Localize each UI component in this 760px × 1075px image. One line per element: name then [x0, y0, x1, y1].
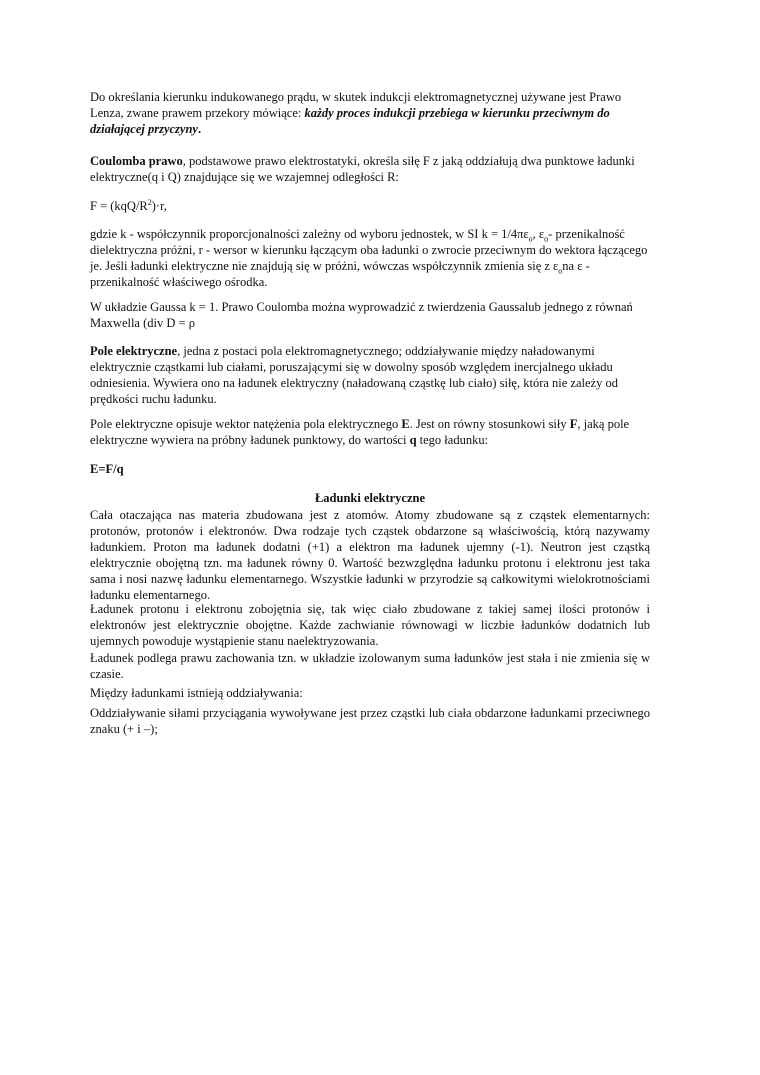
paragraph-conservation: Ładunek podlega prawu zachowania tzn. w układzie izolowanym suma ładunków jest stała i nie zmienia się w czasie. — [90, 651, 650, 681]
field-equation: E=F/q — [90, 462, 124, 476]
paragraph-interactions: Między ładunkami istnieją oddziaływania: — [90, 686, 303, 700]
formula-part: )·r, — [151, 199, 167, 213]
coefficient-text: , ε — [532, 227, 545, 241]
intensity-text: . Jest on równy stosunkowi siły — [409, 417, 570, 431]
subscript: o — [544, 234, 549, 244]
electric-field-text: , jedna z postaci pola elektromagnetycznego; oddziaływanie między naładowanymi elektrycznie cząstkami lub ciałami, poruszającymi się w dowolny sposób względem inercjalnego układu odniesienia. Wywiera ono na ładunek elektryczny (naładowaną cząstkę lub ciało) siłę, która nie zależy od prędkości ruchu ładunku. — [90, 344, 618, 406]
paragraph-coefficient — [90, 226, 650, 290]
electric-field-term: Pole elektryczne — [90, 344, 178, 358]
paragraph-matter: Cała otaczająca nas materia zbudowana jest z atomów. Atomy zbudowane są z cząstek elementarnych: protonów, protonów i elektronów. Dwa rodzaje tych cząstek obdarzone są właściwością, którą nazywamy ładunkiem. Proton ma ładunek dodatni (+1) a elektron ma ładunek ujemny (-1). Neutron jest cząstką elektrycznie obojętną tzn. ma ładunek równy 0. Wartość bezwzględna ładunku protonu i elektronu jest taka sama i nosi nazwę ładunku elementarnego. Wszystkie ładunki w przyrodzie są całkowitymi wielokrotnościami ładunku elementarnego. — [90, 508, 650, 602]
intensity-text: tego ładunku: — [416, 433, 489, 447]
vector-e: E — [401, 417, 410, 431]
coulomb-term: Coulomba prawo — [90, 154, 183, 168]
charge-q: q — [409, 433, 417, 447]
lenz-law-emphasis: każdy proces indukcji przebiega w kierunku przeciwnym do działającej przyczyny — [90, 106, 610, 136]
coefficient-text: na ε - przenikalność właściwego ośrodka. — [90, 259, 590, 289]
section-heading: Ładunki elektryczne — [314, 491, 426, 505]
formula-part: F = (kqQ/R — [90, 199, 148, 213]
paragraph-gauss: W układzie Gaussa k = 1. Prawo Coulomba można wyprowadzić z twierdzenia Gaussalub jednego z równań Maxwella (div D = ρ — [90, 300, 633, 330]
coefficient-text: gdzie k - współczynnik proporcjonalności zależny od wyboru jednostek, w SI k = 1/4πε — [90, 227, 529, 241]
subscript: o — [528, 234, 533, 244]
formula-exponent: 2 — [147, 197, 152, 207]
paragraph-field-intensity — [90, 416, 650, 448]
subscript: o — [558, 266, 563, 276]
coulomb-formula — [90, 198, 650, 214]
paragraph-attraction: Oddziaływanie siłami przyciągania wywoływane jest przez cząstki lub ciała obdarzone ładunkami przeciwnego znaku (+ i –); — [90, 706, 650, 736]
paragraph-coulomb — [90, 153, 650, 185]
lenz-text: Do określania kierunku indukowanego prądu, w skutek indukcji elektromagnetycznej używane jest Prawo Lenza, zwane prawem przekory mówiące: — [90, 90, 622, 120]
paragraph-neutralization: Ładunek protonu i elektronu zobojętnia się, tak więc ciało zbudowane z takiej samej ilości protonów i elektronów jest elektrycznie obojętne. Każde zachwianie równowagi w liczbie ładunków dodatnich lub ujemnych powoduje wystąpienie stanu naelektryzowania. — [90, 602, 650, 648]
intensity-text: Pole elektryczne opisuje wektor natężenia pola elektrycznego — [90, 417, 402, 431]
paragraph-lenz — [90, 89, 650, 137]
coulomb-text: , podstawowe prawo elektrostatyki, określa siłę F z jaką oddziałują dwa punktowe ładunki elektryczne(q i Q) znajdujące się we wzajemnej odległości R: — [90, 154, 635, 184]
vector-f: F — [569, 417, 578, 431]
lenz-end: . — [197, 122, 202, 136]
paragraph-electric-field — [90, 343, 650, 407]
coefficient-text: - przenikalność dielektryczna próżni, r - wersor w kierunku łączącym oba ładunki o zwrocie przeciwnym do wektora łączącego je. Jeśli ładunki elektryczne nie znajdują się w próżni, wówczas współczynnik zmienia się z ε — [90, 227, 648, 273]
intensity-text: , jaką pole elektryczne wywiera na próbny ładunek punktowy, do wartości — [90, 417, 630, 447]
